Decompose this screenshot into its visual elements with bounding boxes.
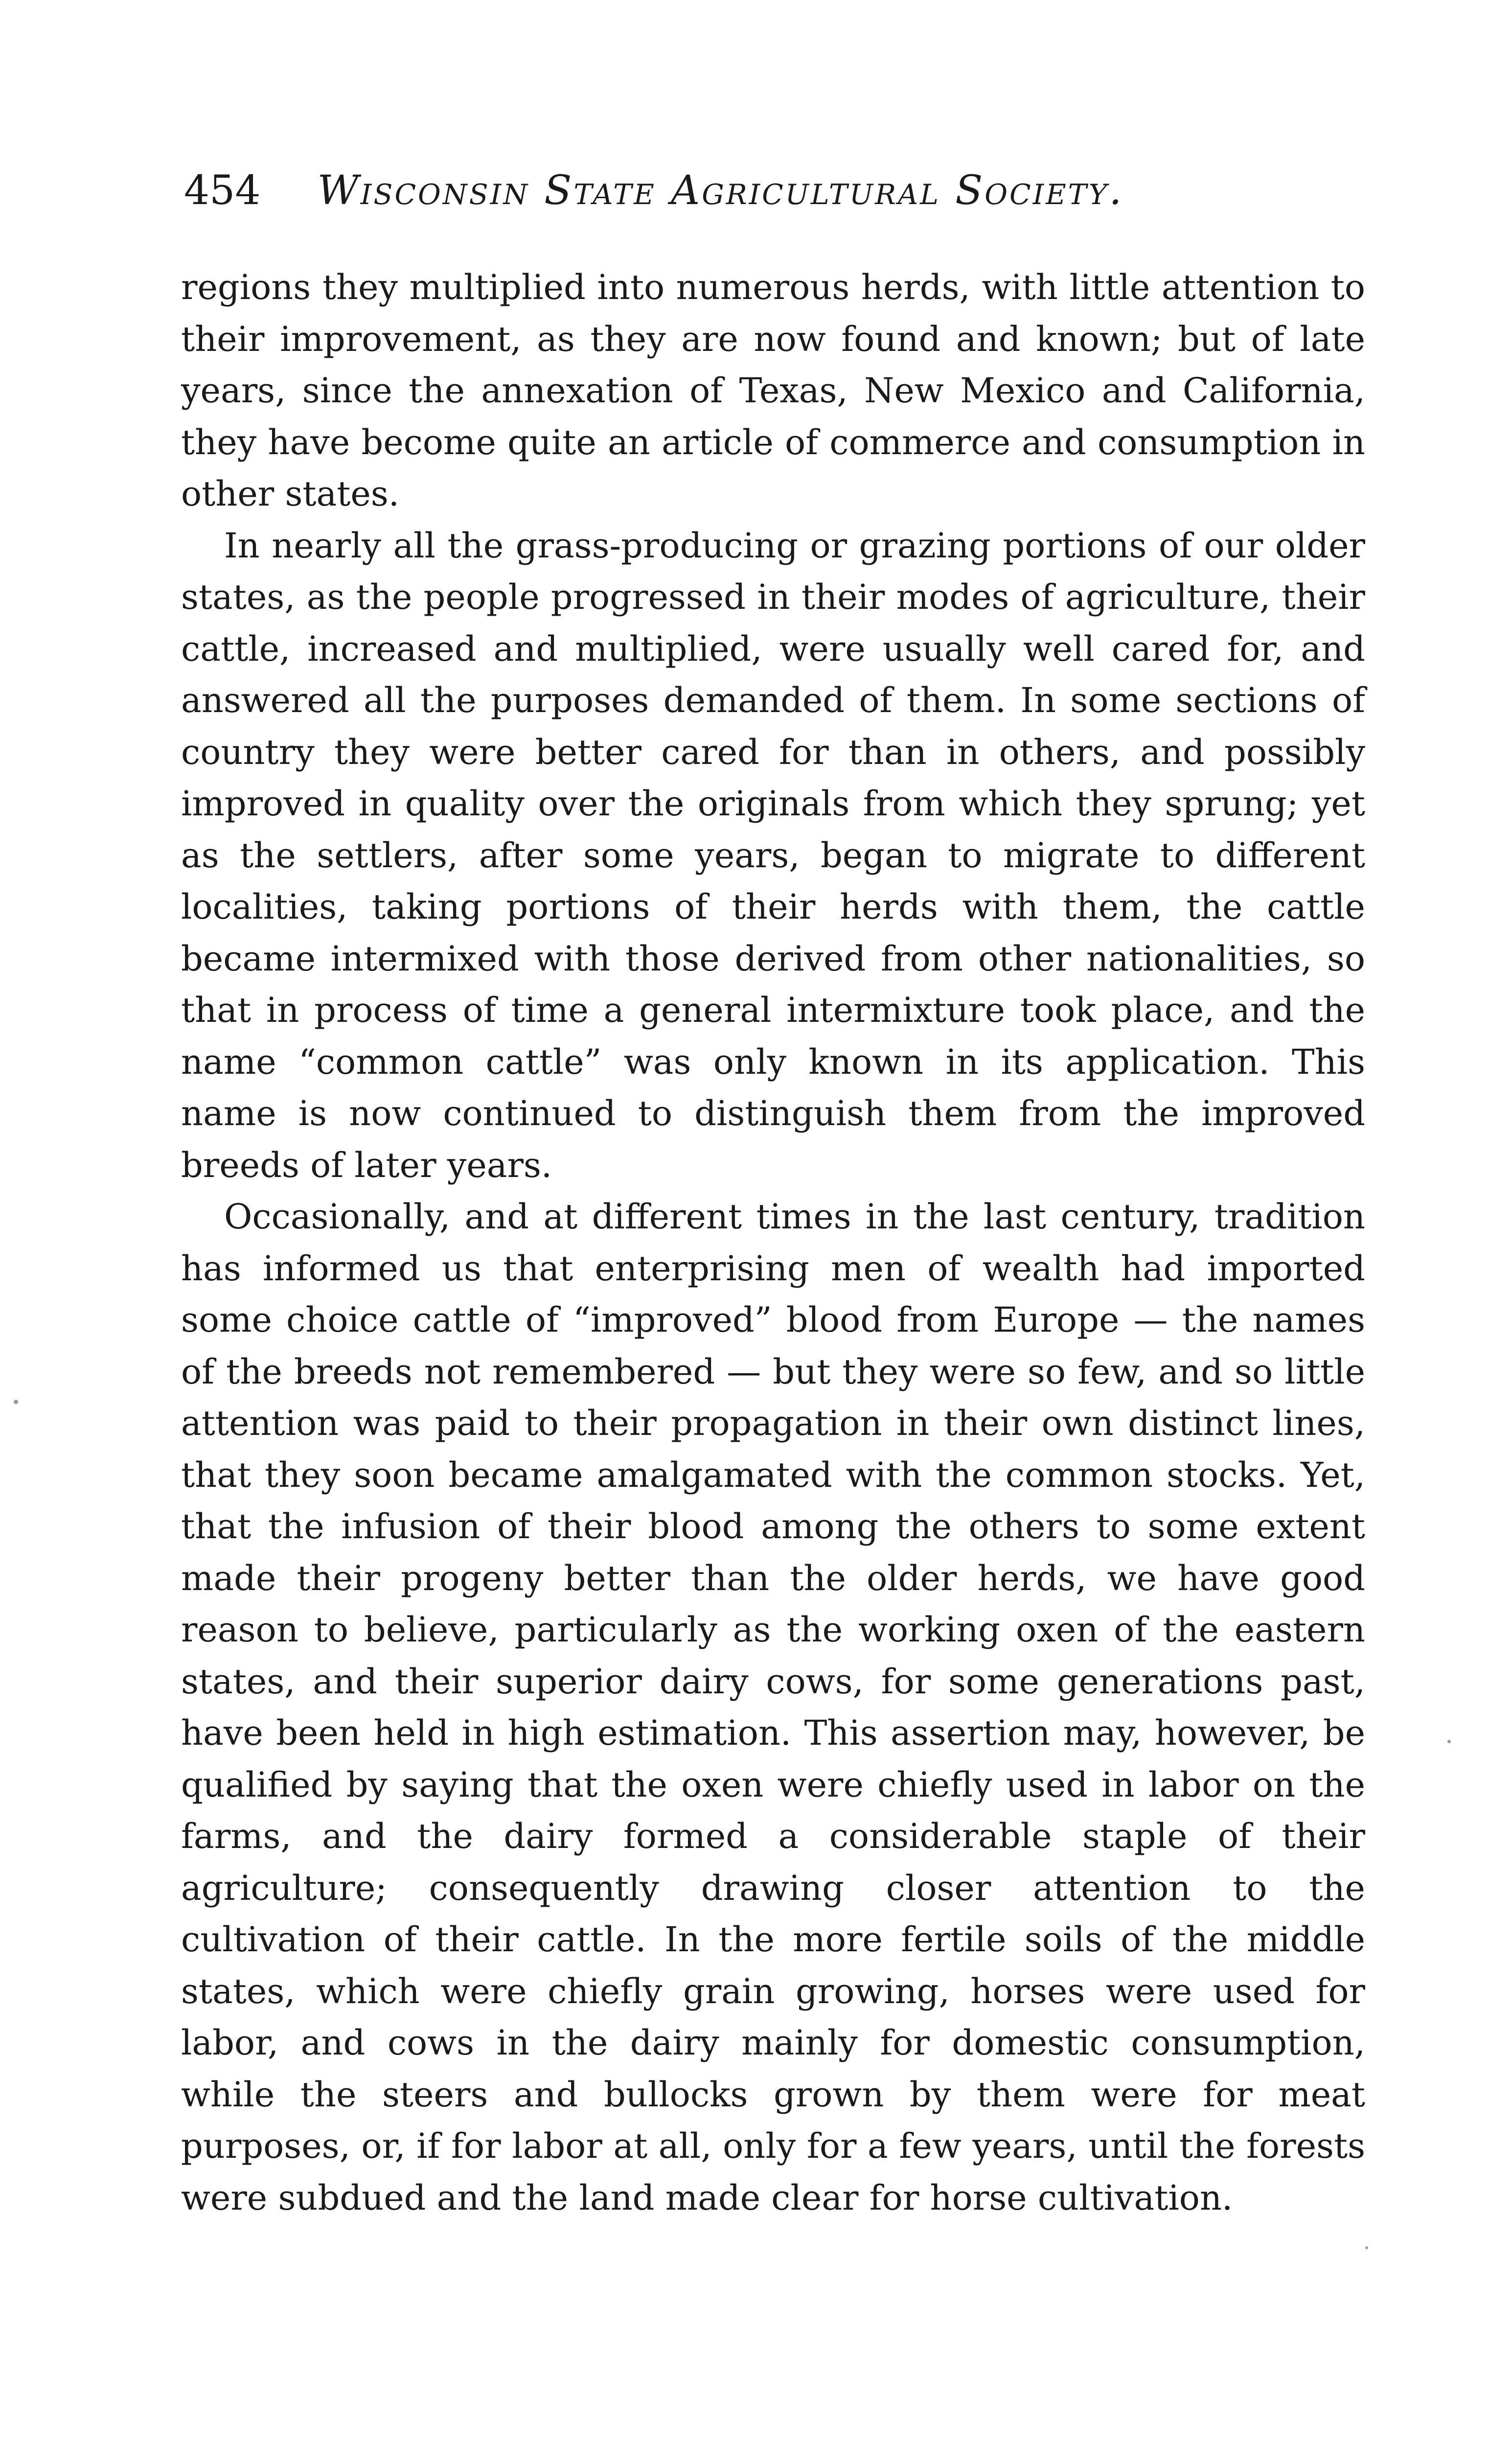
paragraph-common-cattle: In nearly all the grass-producing or grazing portions of our older states, as the people progressed in their modes of agriculture, their cattle, increased and multiplied, were usually well cared for, and answered all the purposes demanded of them. In some sections of country they were better cared for than in others, and possibly improved in quality over the originals from which they sprung; yet as the settlers, after some years, began to migrate to different localities, taking portions of their herds with them, the cattle became intermixed with those derived from other nationalities, so that in process of time a general intermixture took place, and the name “common cattle” was only known in its application. This name is now continued to distinguish them from the improved breeds of later years.	[181, 525, 1365, 1185]
running-title: Wisconsin State Agricultural Society.	[317, 167, 1124, 214]
page-header	[184, 162, 1368, 220]
page-number: 454	[184, 167, 261, 214]
paper-speck	[14, 1400, 18, 1404]
paper-speck	[1365, 2246, 1368, 2249]
body-text	[181, 262, 1365, 2224]
paragraph-improved-blood: Occasionally, and at different times in the last century, tradition has informed us that enterprising men of wealth had imported some choice cattle of “improved” blood from Europe — the names of the breeds not remembered — but they were so few, and so little attention was paid to their propagation in their own distinct lines, that they soon became amalgamated with the common stocks. Yet, that the infusion of their blood among the others to some extent made their progeny better than the older herds, we have good reason to believe, particularly as the working oxen of the eastern states, and their superior dairy cows, for some generations past, have been held in high estimation. This assertion may, however, be qualified by saying that the oxen were chiefly used in labor on the farms, and the dairy formed a considerable staple of their agriculture; consequently drawing closer attention to the cultivation of their cattle. In the more fertile soils of the middle states, which were chiefly grain growing, horses were used for labor, and cows in the dairy mainly for domestic consumption, while the steers and bullocks grown by them were for meat purposes, or, if for labor at all, only for a few years, until the forests were subdued and the land made clear for horse cultivation.	[181, 1197, 1365, 2218]
paragraph-continuation: regions they multiplied into numerous herds, with little attention to their improvement, as they are now found and known; but of late years, since the annexation of Texas, New Mexico and California, they have become quite an article of commerce and consumption in other states.	[181, 267, 1365, 514]
paper-speck	[1447, 1740, 1451, 1743]
